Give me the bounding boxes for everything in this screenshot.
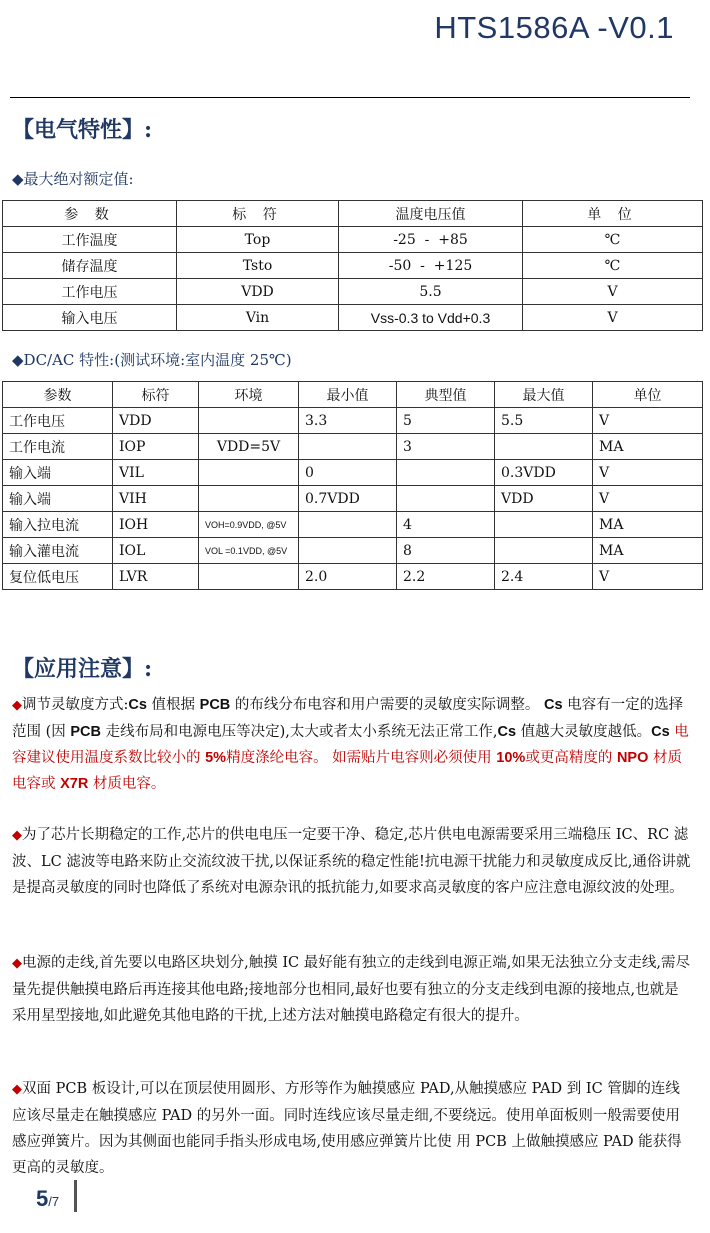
table-cell: VDD bbox=[177, 279, 339, 305]
table-cell: IOP bbox=[113, 434, 199, 460]
table-cell: 输入端 bbox=[3, 460, 113, 486]
note-text: 材质电容或 bbox=[12, 750, 682, 792]
section-title-application: 【应用注意】: bbox=[12, 656, 153, 682]
section-title-electrical: 【电气特性】: bbox=[12, 117, 153, 143]
table-cell: 输入拉电流 bbox=[3, 512, 113, 538]
diamond-icon: ◆ bbox=[12, 351, 24, 369]
table-row bbox=[3, 564, 703, 590]
table-cell bbox=[299, 512, 397, 538]
table-row bbox=[3, 538, 703, 564]
table-header-row bbox=[3, 201, 703, 227]
table-cell: 0.7VDD bbox=[299, 486, 397, 512]
table-cell: IOH bbox=[113, 512, 199, 538]
table-cell: 输入端 bbox=[3, 486, 113, 512]
table-header-row bbox=[3, 382, 703, 408]
table-cell: Vin bbox=[177, 305, 339, 331]
abs-max-title bbox=[12, 168, 134, 189]
table-header: 典型值 bbox=[397, 382, 495, 408]
table-cell: 2.2 bbox=[397, 564, 495, 590]
table-cell: IOL bbox=[113, 538, 199, 564]
table-header: 标符 bbox=[113, 382, 199, 408]
table-cell bbox=[199, 564, 299, 590]
table-header: 参 数 bbox=[3, 201, 177, 227]
note-power-routing bbox=[12, 950, 692, 1029]
table-cell: 3 bbox=[397, 434, 495, 460]
table-cell: 2.0 bbox=[299, 564, 397, 590]
table-row bbox=[3, 512, 703, 538]
diamond-icon: ◆ bbox=[12, 170, 24, 188]
table-cell: 4 bbox=[397, 512, 495, 538]
table-cell: 工作电压 bbox=[3, 408, 113, 434]
page-total: /7 bbox=[48, 1194, 60, 1209]
table-cell: V bbox=[593, 564, 703, 590]
bullet-icon: ◆ bbox=[12, 698, 22, 713]
table-cell: MA bbox=[593, 538, 703, 564]
table-row bbox=[3, 279, 703, 305]
table-cell: 2.4 bbox=[495, 564, 593, 590]
table-row bbox=[3, 434, 703, 460]
note-pcb-design bbox=[12, 1076, 692, 1181]
note-text: 或更高精度的 bbox=[525, 750, 617, 766]
table-row bbox=[3, 486, 703, 512]
note-text: 走线布局和电源电压等决定),太大或者太小系统无法正常工作, bbox=[101, 724, 498, 740]
table-row bbox=[3, 305, 703, 331]
table-header: 标 符 bbox=[177, 201, 339, 227]
note-text: 电容有一定的选择范围 (因 bbox=[12, 697, 684, 740]
bullet-icon: ◆ bbox=[12, 1082, 22, 1097]
table-cell: 工作电流 bbox=[3, 434, 113, 460]
dcac-table bbox=[2, 381, 703, 590]
note-sensitivity bbox=[12, 692, 692, 797]
page-number bbox=[36, 1186, 59, 1212]
table-cell: VDD=5V bbox=[199, 434, 299, 460]
table-cell: V bbox=[593, 486, 703, 512]
abs-max-title-text: 最大绝对额定值: bbox=[23, 170, 134, 188]
table-cell: -25 - +85 bbox=[339, 227, 523, 253]
table-header: 温度电压值 bbox=[339, 201, 523, 227]
table-cell: MA bbox=[593, 434, 703, 460]
table-cell: VDD bbox=[495, 486, 593, 512]
table-cell: 5.5 bbox=[495, 408, 593, 434]
table-row bbox=[3, 253, 703, 279]
page-current: 5 bbox=[36, 1186, 49, 1211]
table-cell: Vss-0.3 to Vdd+0.3 bbox=[339, 305, 523, 331]
table-cell bbox=[495, 512, 593, 538]
table-cell: 工作电压 bbox=[3, 279, 177, 305]
note-text: 电容建议使用温度系数比较小的 bbox=[12, 724, 689, 766]
dcac-title bbox=[12, 349, 292, 370]
header-divider bbox=[10, 97, 690, 98]
table-cell: V bbox=[523, 279, 703, 305]
table-cell bbox=[495, 434, 593, 460]
table-header: 参数 bbox=[3, 382, 113, 408]
note-text: X7R bbox=[60, 776, 89, 792]
table-header: 最大值 bbox=[495, 382, 593, 408]
table-cell: V bbox=[523, 305, 703, 331]
note-text: Cs bbox=[497, 724, 517, 740]
table-cell bbox=[199, 408, 299, 434]
table-cell: 储存温度 bbox=[3, 253, 177, 279]
table-header: 单位 bbox=[593, 382, 703, 408]
abs-max-table bbox=[2, 200, 703, 331]
note-text: Cs bbox=[651, 724, 670, 740]
note-text: 材质电容。 bbox=[88, 776, 166, 792]
table-cell: 0 bbox=[299, 460, 397, 486]
note-text: 的布线分布电容和用户需要的灵敏度实际调整。 bbox=[230, 697, 544, 713]
table-cell: -50 - +125 bbox=[339, 253, 523, 279]
note-text: PCB bbox=[199, 697, 231, 713]
note-text: Cs bbox=[128, 697, 147, 713]
table-cell bbox=[495, 538, 593, 564]
note-text: NPO bbox=[616, 750, 649, 766]
table-cell: Top bbox=[177, 227, 339, 253]
table-cell: 3.3 bbox=[299, 408, 397, 434]
table-cell bbox=[199, 486, 299, 512]
table-cell: 输入灌电流 bbox=[3, 538, 113, 564]
table-cell: 工作温度 bbox=[3, 227, 177, 253]
table-header: 环境 bbox=[199, 382, 299, 408]
note-text: 精度涤纶电容。 如需贴片电容则必须使用 bbox=[226, 750, 497, 766]
table-cell: VIH bbox=[113, 486, 199, 512]
table-cell bbox=[199, 460, 299, 486]
table-cell bbox=[299, 434, 397, 460]
table-cell: ℃ bbox=[523, 227, 703, 253]
table-cell: 5 bbox=[397, 408, 495, 434]
note-text: 为了芯片长期稳定的工作,芯片的供电电压一定要干净、稳定,芯片供电电源需要采用三端稳压 IC、RC 滤波、LC 滤波等电路来防止交流纹波干扰,以保证系统的稳定性能!抗电源干扰能力和灵敏度成反比,通俗讲就是提高灵敏度的同时也降低了系统对电源杂讯的抵抗能力,如要求高灵敏度的客户应注意电源纹波的处理。 bbox=[12, 827, 691, 896]
table-header: 单 位 bbox=[523, 201, 703, 227]
note-text: 双面 PCB 板设计,可以在顶层使用圆形、方形等作为触摸感应 PAD,从触摸感应 PAD 到 IC 管脚的连线应该尽量走在触摸感应 PAD 的另外一面。同时连线应该尽量走细,不要绕远。使用单面板则一般需要使用感应弹簧片。因为其侧面也能同手指头形成电场,使用感应弹簧片比使 用 PCB 上做触摸感应 PAD 能获得更高的灵敏度。 bbox=[12, 1081, 682, 1176]
table-cell: 0.3VDD bbox=[495, 460, 593, 486]
table-row bbox=[3, 408, 703, 434]
note-text: 调节灵敏度方式: bbox=[22, 697, 129, 713]
table-cell: VOL =0.1VDD, @5V bbox=[199, 538, 299, 564]
table-cell: ℃ bbox=[523, 253, 703, 279]
note-power-stability bbox=[12, 822, 692, 901]
table-cell: 8 bbox=[397, 538, 495, 564]
table-cell: VIL bbox=[113, 460, 199, 486]
dcac-title-text: DC/AC 特性:(测试环境:室内温度 25℃) bbox=[23, 351, 292, 369]
table-cell: LVR bbox=[113, 564, 199, 590]
table-cell: V bbox=[593, 408, 703, 434]
table-cell: 复位低电压 bbox=[3, 564, 113, 590]
table-row bbox=[3, 227, 703, 253]
note-text: 值根据 bbox=[146, 697, 200, 713]
table-cell bbox=[397, 486, 495, 512]
table-cell bbox=[299, 538, 397, 564]
note-text: 电源的走线,首先要以电路区块划分,触摸 IC 最好能有独立的走线到电源正端,如果无法独立分支走线,需尽量先提供触摸电路后再连接其他电路;接地部分也相同,最好也要有独立的分支走线到电源的接地点,也就是采用星型接地,如此避免其他电路的干扰,上述方法对触摸电路稳定有很大的提升。 bbox=[12, 955, 690, 1024]
note-text: PCB bbox=[70, 724, 101, 740]
table-cell: 5.5 bbox=[339, 279, 523, 305]
note-text: 值越大灵敏度越低。 bbox=[516, 724, 652, 740]
table-cell: 输入电压 bbox=[3, 305, 177, 331]
note-text: 5% bbox=[205, 750, 227, 766]
table-header: 最小值 bbox=[299, 382, 397, 408]
footer-divider bbox=[74, 1180, 77, 1212]
table-cell: VOH=0.9VDD, @5V bbox=[199, 512, 299, 538]
bullet-icon: ◆ bbox=[12, 828, 22, 843]
table-cell: Tsto bbox=[177, 253, 339, 279]
note-text: Cs bbox=[544, 697, 563, 713]
note-text: 10% bbox=[496, 750, 526, 766]
table-cell: VDD bbox=[113, 408, 199, 434]
table-cell bbox=[397, 460, 495, 486]
bullet-icon: ◆ bbox=[12, 956, 22, 971]
document-id: HTS1586A -V0.1 bbox=[434, 10, 674, 45]
table-row bbox=[3, 460, 703, 486]
table-cell: V bbox=[593, 460, 703, 486]
table-cell: MA bbox=[593, 512, 703, 538]
